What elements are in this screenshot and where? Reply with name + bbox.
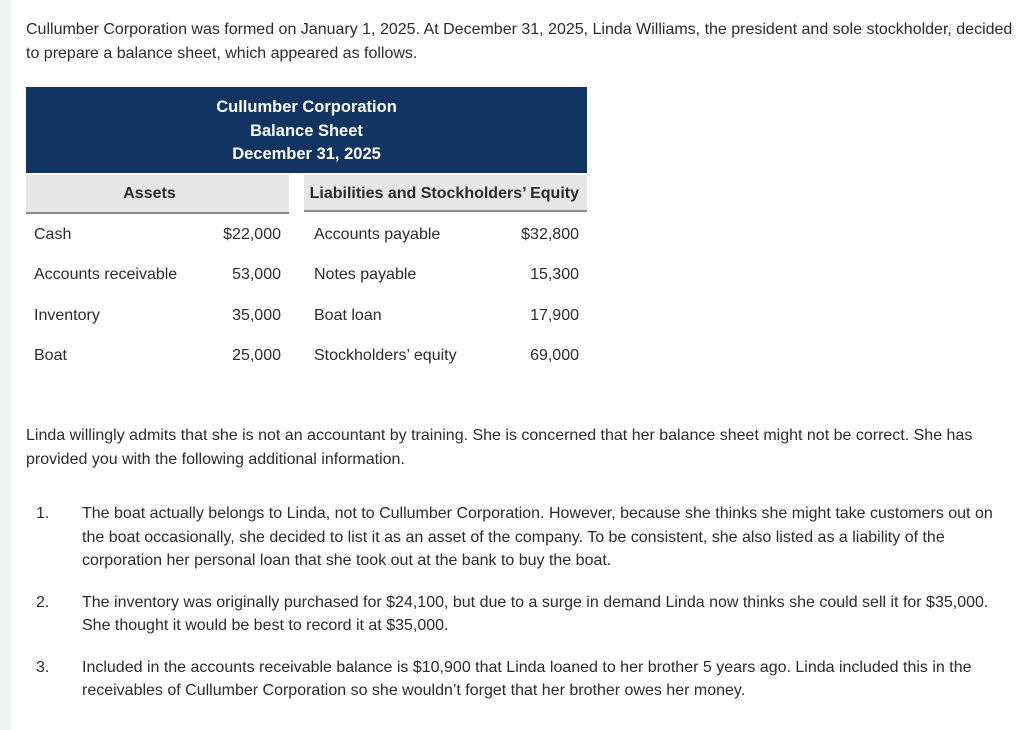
statement-date: December 31, 2025 <box>232 145 381 163</box>
assets-header-label: Assets <box>123 185 176 202</box>
company-name: Cullumber Corporation <box>216 98 397 116</box>
column-headers <box>26 175 587 215</box>
asset-label: Inventory <box>34 306 100 324</box>
list-item <box>26 591 1016 638</box>
liability-label: Accounts payable <box>314 226 441 243</box>
list-item-text: The inventory was originally purchased for $24,100, but due to a surge in demand Linda now thinks she could sell it for $35,000. She thought it would be best to record it at $35,000. <box>82 593 989 634</box>
liability-label: Boat loan <box>314 306 382 324</box>
table-row <box>26 336 587 376</box>
table-row <box>26 215 587 255</box>
left-edge-strip <box>0 0 11 730</box>
info-list <box>26 502 1016 703</box>
asset-label: Cash <box>34 226 72 243</box>
asset-value: 25,000 <box>232 346 281 364</box>
list-item-number: 1. <box>36 505 50 522</box>
asset-value: $22,000 <box>223 226 281 243</box>
liability-label: Notes payable <box>314 266 417 284</box>
table-row <box>26 296 587 336</box>
liability-value: 15,300 <box>530 266 579 284</box>
list-item <box>26 502 1016 573</box>
balance-sheet <box>26 87 587 376</box>
list-item <box>26 656 1016 703</box>
liabilities-header: Liabilities and Stockholders’ Equity <box>304 175 587 212</box>
balance-sheet-header <box>26 87 587 173</box>
intro-paragraph: Cullumber Corporation was formed on January 1, 2025. At December 31, 2025, Linda Williams, the president and sole stockholder, decided to prepare a balance sheet, which appeared as follows. <box>26 21 1013 62</box>
liability-label: Stockholders’ equity <box>314 346 457 364</box>
additional-info-paragraph: Linda willingly admits that she is not an accountant by training. She is concerned that her balance sheet might not be correct. She has provided you with the following additional information. <box>26 427 973 468</box>
asset-value: 53,000 <box>232 266 281 284</box>
table-row <box>26 255 587 295</box>
liability-value: 17,900 <box>530 306 579 324</box>
asset-label: Accounts receivable <box>34 266 178 284</box>
balance-sheet-rows <box>26 215 587 376</box>
assets-header <box>26 175 289 214</box>
liability-value: $32,800 <box>521 226 579 243</box>
statement-title: Balance Sheet <box>250 121 363 140</box>
liability-value: 69,000 <box>530 346 579 364</box>
list-item-number: 2. <box>36 593 50 611</box>
list-item-number: 3. <box>36 658 50 676</box>
asset-label: Boat <box>34 346 67 364</box>
list-item-text: The boat actually belongs to Linda, not to Cullumber Corporation. However, because she thinks she might take customers out on the boat occasionally, she decided to list it as an asset of the company. To be consistent, she also listed as a liability of the corporation her personal loan that she took out at the bank to buy the boat. <box>82 505 993 569</box>
asset-value: 35,000 <box>232 306 281 324</box>
list-item-text: Included in the accounts receivable balance is $10,900 that Linda loaned to her brother 5 years ago. Linda included this in the receivables of Cullumber Corporation so she wouldn’t forget that her brother owes her money. <box>82 658 972 699</box>
